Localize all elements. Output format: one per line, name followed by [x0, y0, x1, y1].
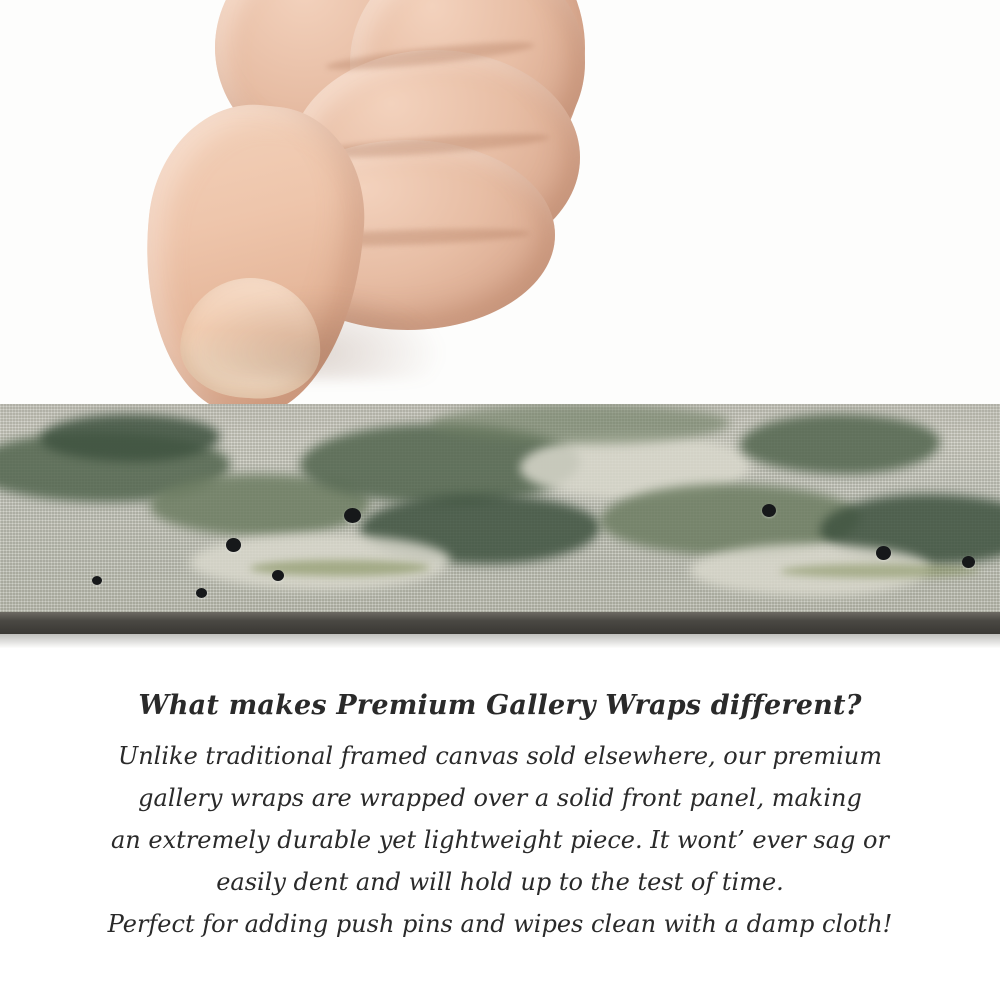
- caption-line-4: easily dent and will hold up to the test of time.: [216, 868, 784, 896]
- caption-block: [0, 690, 1000, 945]
- caption-line-5: Perfect for adding push pins and wipes clean with a damp cloth!: [107, 910, 893, 938]
- canvas-edge-strip: [0, 404, 1000, 620]
- caption-line-2: gallery wraps are wrapped over a solid front panel, making: [138, 784, 862, 812]
- hand-illustration: [95, 0, 595, 430]
- caption-heading: What makes Premium Gallery Wraps different?: [138, 690, 862, 721]
- canvas-bottom-edge: [0, 612, 1000, 634]
- caption-line-3: an extremely durable yet lightweight piece. It wont’ ever sag or: [111, 826, 889, 854]
- canvas-drop-shadow: [0, 634, 1000, 648]
- hand-shadow: [185, 290, 445, 380]
- caption-line-1: Unlike traditional framed canvas sold elsewhere, our premium: [117, 742, 882, 770]
